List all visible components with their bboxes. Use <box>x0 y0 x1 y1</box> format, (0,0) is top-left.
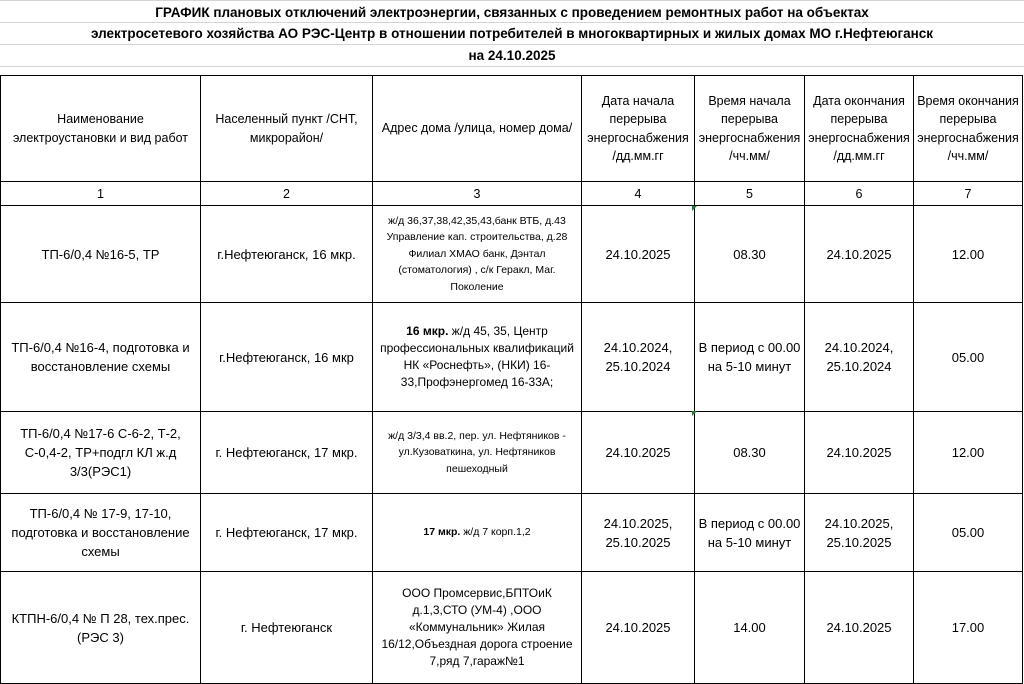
header-address: Адрес дома /улица, номер дома/ <box>373 76 582 182</box>
start-date-cell: 24.10.2025 <box>582 206 695 303</box>
locality-cell: г. Нефтеюганск, 17 мкр. <box>201 412 373 494</box>
table-row <box>1 572 1023 684</box>
start-time-cell: 08.30 <box>695 412 805 494</box>
grid-line <box>0 66 1024 67</box>
address-bold-prefix: 17 мкр. <box>423 526 461 539</box>
cell-comment-marker <box>692 206 697 211</box>
end-date-cell: 24.10.2025 <box>805 572 914 684</box>
start-date-cell: 24.10.2025 <box>582 572 695 684</box>
schedule-title-date: на 24.10.2025 <box>468 48 556 63</box>
end-time-cell: 17.00 <box>914 572 1023 684</box>
header-start-date: Дата начала перерыва энергоснабжения /дд.мм.гг <box>582 76 695 182</box>
start-date-cell: 24.10.2024, 25.10.2024 <box>582 303 695 412</box>
header-row <box>1 76 1023 182</box>
end-date-cell: 24.10.2025 <box>805 412 914 494</box>
column-number: 2 <box>201 182 373 206</box>
address-cell <box>373 303 582 412</box>
address-text: ж/д 36,37,38,42,35,43,банк ВТБ, д.43 Управление кап. строительства, д.28 Филиал ХМАО банк, Дэнтал (стоматология) , с/к Геракл, Маг. Поколение <box>386 214 568 293</box>
column-number: 7 <box>914 182 1023 206</box>
end-date-cell: 24.10.2025 <box>805 206 914 303</box>
column-number-row <box>1 182 1023 206</box>
address-text: ж/д 3/3,4 вв.2, пер. ул. Нефтяников - ул.Кузоваткина, ул. Нефтяников пешеходный <box>388 429 566 475</box>
schedule-title-line-1: ГРАФИК плановых отключений электроэнергии, связанных с проведением ремонтных работ на объектах <box>155 5 869 20</box>
address-cell <box>373 572 582 684</box>
outage-schedule-table <box>0 75 1023 684</box>
cell-comment-marker <box>692 411 697 416</box>
grid-line <box>0 44 1024 45</box>
end-date-cell: 24.10.2025, 25.10.2025 <box>805 494 914 572</box>
installation-cell: КТПН-6/0,4 № П 28, тех.прес.(РЭС 3) <box>1 572 201 684</box>
start-time-cell: В период с 00.00 на 5-10 минут <box>695 303 805 412</box>
start-date-cell: 24.10.2025 <box>582 412 695 494</box>
column-number: 3 <box>373 182 582 206</box>
column-number: 4 <box>582 182 695 206</box>
table-row <box>1 412 1023 494</box>
address-text: ж/д 7 корп.1,2 <box>460 526 531 539</box>
column-number: 5 <box>695 182 805 206</box>
table-row <box>1 206 1023 303</box>
start-time-cell: В период с 00.00 на 5-10 минут <box>695 494 805 572</box>
locality-cell: г.Нефтеюганск, 16 мкр. <box>201 206 373 303</box>
start-time-cell: 08.30 <box>695 206 805 303</box>
header-locality: Населенный пункт /СНТ, микрорайон/ <box>201 76 373 182</box>
end-time-cell: 12.00 <box>914 206 1023 303</box>
grid-line <box>0 0 1024 1</box>
column-number: 6 <box>805 182 914 206</box>
address-text: ООО Промсервис,БПТОиК д.1,3,СТО (УМ-4) ,ООО «Коммунальник» Жилая 16/12,Объездная дорога строение 7,ряд 7,гараж№1 <box>381 586 573 668</box>
table-row <box>1 494 1023 572</box>
installation-cell: ТП-6/0,4 №17-6 С-6-2, Т-2, С-0,4-2, ТР+подгл КЛ ж.д 3/3(РЭС1) <box>1 412 201 494</box>
installation-cell: ТП-6/0,4 №16-5, ТР <box>1 206 201 303</box>
start-time-cell: 14.00 <box>695 572 805 684</box>
start-date-cell: 24.10.2025, 25.10.2025 <box>582 494 695 572</box>
end-time-cell: 05.00 <box>914 303 1023 412</box>
end-time-cell: 12.00 <box>914 412 1023 494</box>
header-start-time: Время начала перерыва энергоснабжения /чч.мм/ <box>695 76 805 182</box>
column-number: 1 <box>1 182 201 206</box>
end-date-cell: 24.10.2024, 25.10.2024 <box>805 303 914 412</box>
address-cell <box>373 412 582 494</box>
address-text: ж/д 45, 35, Центр профессиональных квалификаций НК «Роснефть», (НКИ) 16-33,Профэнергомед 16-33А; <box>380 324 574 389</box>
locality-cell: г. Нефтеюганск, 17 мкр. <box>201 494 373 572</box>
installation-cell: ТП-6/0,4 № 17-9, 17-10, подготовка и восстановление схемы <box>1 494 201 572</box>
header-installation: Наименование электроустановки и вид работ <box>1 76 201 182</box>
locality-cell: г.Нефтеюганск, 16 мкр <box>201 303 373 412</box>
address-cell <box>373 206 582 303</box>
end-time-cell: 05.00 <box>914 494 1023 572</box>
address-cell <box>373 494 582 572</box>
locality-cell: г. Нефтеюганск <box>201 572 373 684</box>
table-row <box>1 303 1023 412</box>
header-end-date: Дата окончания перерыва энергоснабжения /дд.мм.гг <box>805 76 914 182</box>
header-end-time: Время окончания перерыва энергоснабжения /чч.мм/ <box>914 76 1023 182</box>
installation-cell: ТП-6/0,4 №16-4, подготовка и восстановление схемы <box>1 303 201 412</box>
address-bold-prefix: 16 мкр. <box>406 324 449 338</box>
schedule-title-line-2: электросетевого хозяйства АО РЭС-Центр в отношении потребителей в многоквартирных и жилых домах МО г.Нефтеюганск <box>90 26 934 41</box>
